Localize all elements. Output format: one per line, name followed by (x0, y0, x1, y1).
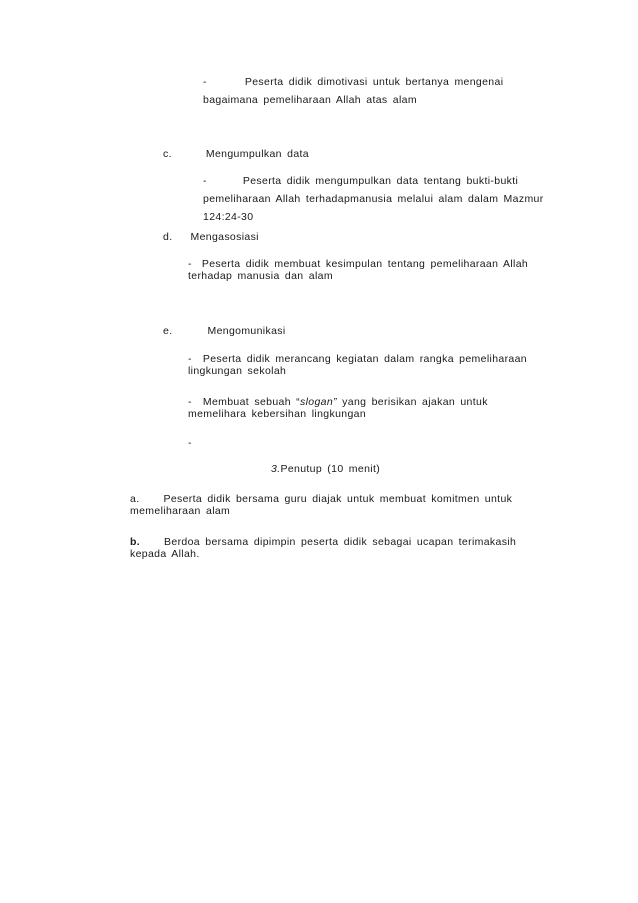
text-line: pemeliharaan Allah terhadapmanusia melalui alam dalam Mazmur (203, 193, 544, 205)
section-c-heading (163, 148, 309, 161)
text-line: bagaimana pemeliharaan Allah atas alam (203, 94, 417, 106)
slogan-emphasis: slogan” (300, 396, 337, 408)
text-line: yang berisikan ajakan untuk (336, 396, 488, 408)
text-line: terhadap manusia dan alam (188, 270, 333, 282)
section-letter: d. (163, 231, 173, 243)
closing-heading (271, 463, 380, 476)
list-dash: - (188, 437, 192, 449)
text-line: 124:24-30 (203, 211, 254, 223)
text-line: Peserta didik bersama guru diajak untuk membuat komitmen untuk (163, 493, 513, 505)
text-line: Berdoa bersama dipimpin peserta didik sebagai ucapan terimakasih (164, 536, 517, 548)
section-title: Mengomunikasi (207, 325, 286, 337)
item-letter: a. (130, 493, 140, 505)
section-title: Mengasosiasi (190, 231, 259, 243)
list-dash: - (188, 258, 192, 270)
section-letter: c. (163, 148, 172, 160)
section-e-heading (163, 325, 286, 338)
list-dash: - (188, 353, 192, 365)
motivation-item (203, 76, 503, 89)
text-line: Peserta didik dimotivasi untuk bertanya mengenai (244, 76, 504, 88)
closing-title: Penutup (10 menit) (280, 463, 381, 475)
section-title: Mengumpulkan data (205, 148, 309, 160)
communicate-item-3 (188, 437, 192, 450)
list-dash: - (203, 175, 207, 187)
text-line: Peserta didik membuat kesimpulan tentang pemeliharaan Allah (201, 258, 529, 270)
item-letter: b. (130, 536, 141, 548)
collect-data-item (203, 175, 518, 188)
list-dash: - (188, 396, 192, 408)
text-line: kepada Allah. (130, 548, 200, 560)
text-line: Peserta didik mengumpulkan data tentang bukti-bukti (242, 175, 519, 187)
text-line: lingkungan sekolah (188, 365, 287, 377)
closing-number: 3. (271, 463, 281, 475)
text-line: memelihara kebersihan lingkungan (188, 408, 367, 420)
text-line: Peserta didik merancang kegiatan dalam rangka pemeliharaan (202, 353, 528, 365)
text-line: memeliharaan alam (130, 505, 231, 517)
list-dash: - (203, 76, 207, 88)
section-letter: e. (163, 325, 173, 337)
section-d-heading (163, 231, 259, 244)
text-line: Membuat sebuah “ (202, 396, 301, 408)
